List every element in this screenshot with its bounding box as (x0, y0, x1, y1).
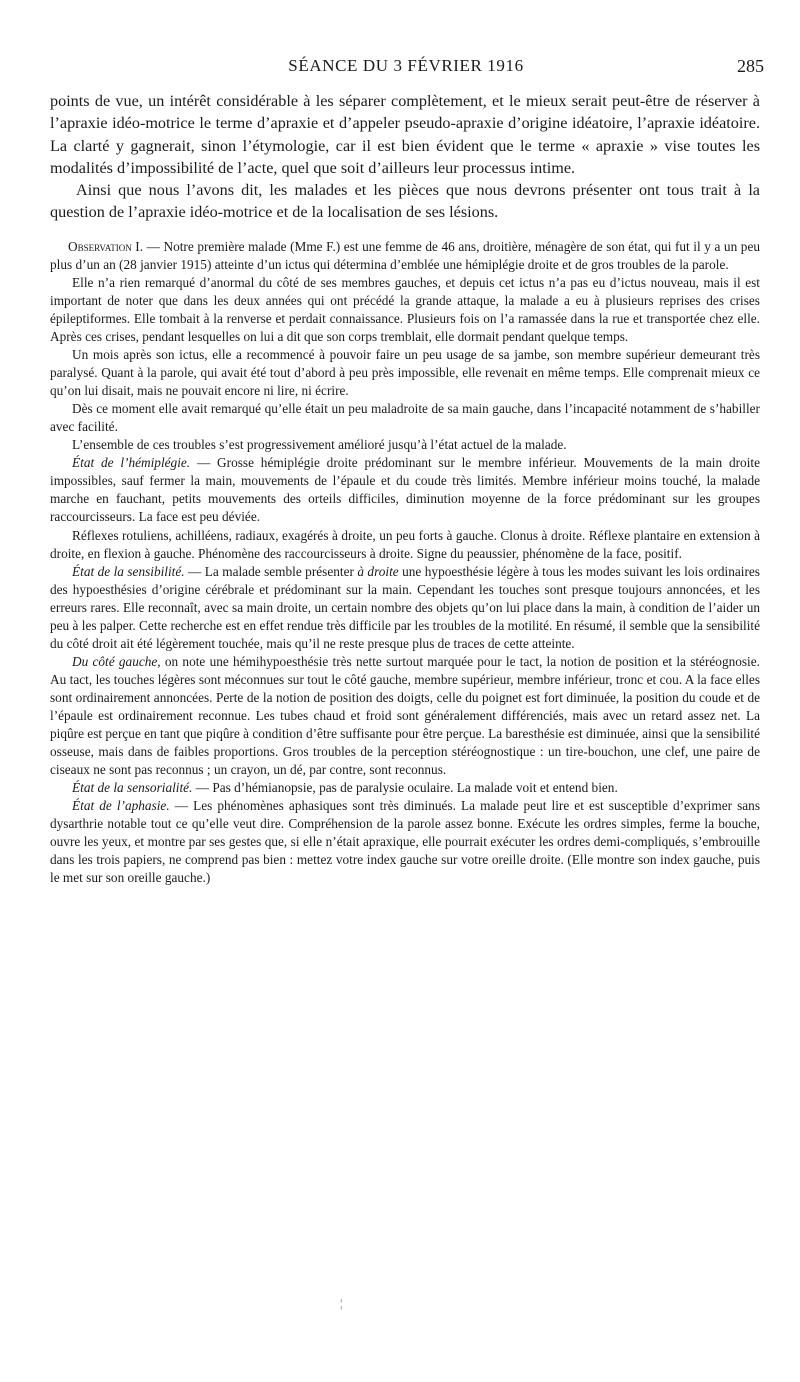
observation-paragraph: Elle n’a rien remarqué d’anormal du côté de ses membres gauches, et depuis cet ictus n’a pas eu d’ictus nouveau, mais il est important de noter que dans les deux années qui ont précédé la grande attaque, la malade a eu à plusieurs reprises des crises épileptiformes. Elle tombait à la renverse et perdait connaissance. Plusieurs fois on l’a ramassée dans la rue et transportée chez elle. Après ces crises, pendant lesquelles on lui a dit que son corps tremblait, elle dormait pendant quelque temps. (50, 274, 760, 345)
observation-heading: Observation I. (68, 238, 144, 254)
observation-paragraph (50, 563, 760, 653)
subsection-heading: État de la sensorialité. (72, 780, 193, 796)
intro-paragraph: points de vue, un intérêt considérable à les séparer complètement, et le mieux serait peut-être de réserver à l’apraxie idéo-motrice le terme d’apraxie et d’appeler pseudo-apraxie d’origine idéatoire, l’apraxie idéatoire. La clarté y gagnerait, sinon l’étymologie, car il est bien évident que le terme « apraxie » vise toutes les modalités d’impossibilité de l’acte, quel que soit d’ailleurs leur processus intime. (50, 92, 760, 177)
intro-paragraph: Ainsi que nous l’avons dit, les malades et les pièces que nous devrons présenter ont tous trait à la question de l’apraxie idéo-motrice et de la localisation de ses lésions. (50, 181, 760, 222)
intro-section (50, 90, 760, 224)
paragraph-text: — Grosse hémiplégie droite prédominant sur le membre inférieur. Mouvements de la main droite impossibles, sauf fermer la main, mouvements de l’épaule et du coude très limités. Membre inférieur moins touché, la malade marche en fauchant, petits mouvements des orteils difficiles, diminution moyenne de la force prédominant sur les groupes raccourcisseurs. La face est peu déviée. (50, 455, 760, 525)
subsection-heading: État de la sensibilité. (72, 563, 185, 579)
running-title: SÉANCE DU 3 FÉVRIER 1916 (288, 56, 524, 75)
observation-paragraph: L’ensemble de ces troubles s’est progressivement amélioré jusqu’à l’état actuel de la malade. (72, 437, 567, 453)
observation-paragraph (50, 238, 760, 274)
observation-paragraph (50, 454, 760, 526)
subsection-heading: État de l’hémiplégie. (72, 455, 191, 471)
page-header (48, 56, 764, 82)
observation-section (50, 238, 760, 888)
paragraph-text: — Les phénomènes aphasiques sont très diminués. La malade peut lire et est susceptible d’exprimer sans dysarthrie notable tout ce qu’elle veut dire. Compréhension de la parole assez bonne. Exécute les ordres simples, ferme la bouche, ouvre les yeux, et montre par ses gestes que, si elle n’était apraxique, elle pourrait exécuter les ordres demi-compliqués, s’embrouille dans les trois papiers, ne comprend pas bien : mettez votre index gauche sur votre oreille droite. (Elle montre son index gauche, puis le met sur son oreille gauche.) (50, 798, 760, 886)
paragraph-text: on note une hémihypoesthésie très nette surtout marquée pour le tact, la notion de position et la stéréognosie. Au tact, les touches légères sont méconnues sur tout le côté gauche, membre supérieur, membre inférieur, tronc et cou. A la face elles sont ordinairement annoncées. Perte de la notion de position des doigts, celle du poignet est fort diminuée, la position du coude et de l’épaule est ordinairement reconnue. Les tubes chaud et froid sont généralement différenciés, mais avec un retard assez net. La piqûre est perçue en tant que piqûre à condition d’être suffisante pour être perçue. La baresthésie est diminuée, ainsi que la sensibilité osseuse, mais dans de faibles proportions. Gros troubles de la perception stéréognostique : un tire-bouchon, une clef, une paire de ciseaux ne sont pas reconnus ; un crayon, un dé, par contre, sont reconnus. (50, 653, 760, 778)
observation-paragraph: Dès ce moment elle avait remarqué qu’elle était un peu maladroite de sa main gauche, dans l’incapacité notamment de s’habiller avec facilité. (50, 401, 760, 435)
page-number: 285 (737, 56, 764, 76)
observation-paragraph (50, 779, 760, 797)
subsection-heading: État de l’aphasie. (72, 798, 170, 814)
body-text (50, 90, 760, 887)
observation-paragraph (50, 653, 760, 779)
observation-paragraph: Un mois après son ictus, elle a recommencé à pouvoir faire un peu usage de sa jambe, son membre supérieur demeurant très paralysé. Quant à la parole, qui avait été tout d’abord à peu près impossible, elle revenait en même temps. Elle comprenait mieux ce qu’on lui disait, mais ne pouvait encore ni lire, ni écrire. (50, 347, 760, 399)
emphasis-text: à droite (357, 563, 399, 579)
observation-paragraph: Réflexes rotuliens, achilléens, radiaux, exagérés à droite, un peu forts à gauche. Clonus à droite. Réflexe plantaire en extension à droite, en flexion à gauche. Phénomène des raccourcisseurs à droite. Signe du peaussier, phénomène de la face, positif. (50, 527, 760, 561)
observation-paragraph (50, 797, 760, 887)
paragraph-text: — Pas d’hémianopsie, pas de paralysie oculaire. La malade voit et entend bien. (192, 780, 618, 796)
paragraph-text: une hypoesthésie légère à tous les modes suivant les lois ordinaires des hypoesthésies d’origine cérébrale et prédominant sur la main. Cependant les touches sont presque toujours annoncées, et les erreurs rares. Elle reconnaît, avec sa main droite, un certain nombre des objets qu’on lui place dans la main, à condition de l’aider un peu à les palper. Cette recherche est en effet rendue très difficile par les troubles de la motilité. En résumé, il semble que la sensibilité du côté droit ait été légèrement touchée, mais qu’il ne reste presque plus de traces de cette atteinte. (50, 563, 760, 651)
paragraph-text: — Notre première malade (Mme F.) est une femme de 46 ans, droitière, ménagère de son état, qui fut il y a un peu plus d’un an (28 janvier 1915) atteinte d’un ictus qui détermina d’emblée une hémiplégie droite et de gros troubles de la parole. (50, 238, 760, 272)
subsection-heading: Du côté gauche, (72, 653, 161, 669)
footer-mark: ¦ (340, 1296, 343, 1310)
paragraph-text: — La malade semble présenter (184, 563, 358, 579)
